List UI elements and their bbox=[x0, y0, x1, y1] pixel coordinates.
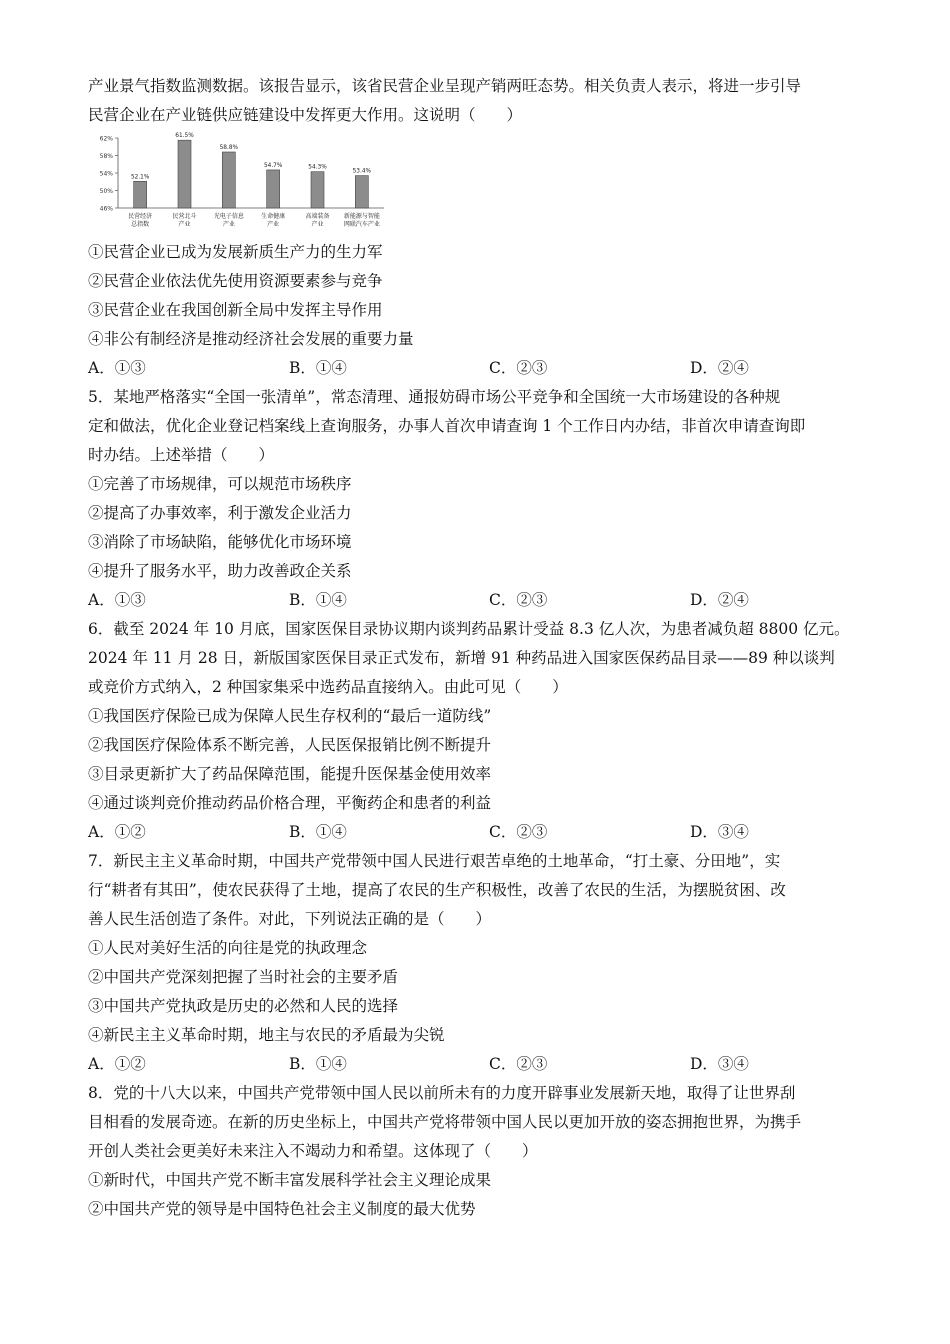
q8-item-1: ①新时代，中国共产党不断丰富发展科学社会主义理论成果 bbox=[88, 1171, 492, 1189]
category-label: 民营北斗 bbox=[172, 213, 197, 220]
q6-stem-line-1: 6．截至 2024 年 10 月底，国家医保目录协议期内谈判药品累计受益 8.3 亿人次，为患者减负超 8800 亿元。 bbox=[88, 620, 850, 638]
category-label: 光电子信息 bbox=[213, 213, 244, 220]
q5-item-4: ④提升了服务水平，助力改善政企关系 bbox=[88, 562, 352, 580]
q8-stem-line-3: 开创人类社会更美好未来注入不竭动力和希望。这体现了（ ） bbox=[88, 1142, 538, 1160]
q4-option-b[interactable]: B．①④ bbox=[289, 359, 347, 377]
y-tick-label: 54% bbox=[99, 170, 113, 178]
bar bbox=[178, 140, 191, 208]
category-label: 产业 bbox=[311, 221, 324, 228]
q4-item-3: ③民营企业在我国创新全局中发挥主导作用 bbox=[88, 301, 383, 319]
q5-option-a[interactable]: A．①③ bbox=[88, 591, 146, 609]
category-label: 民营经济 bbox=[128, 213, 153, 220]
bar bbox=[134, 181, 147, 208]
q6-option-a[interactable]: A．①② bbox=[88, 823, 146, 841]
bar-value-label: 58.8% bbox=[219, 145, 239, 151]
bar bbox=[355, 176, 368, 208]
q7-option-c[interactable]: C．②③ bbox=[489, 1055, 548, 1073]
q4-item-4: ④非公有制经济是推动经济社会发展的重要力量 bbox=[88, 330, 414, 348]
q4-option-d[interactable]: D．②④ bbox=[690, 359, 749, 377]
bar-chart bbox=[88, 132, 388, 236]
category-label: 总指数 bbox=[131, 221, 150, 228]
bar-value-label: 61.5% bbox=[175, 133, 194, 140]
q6-option-d[interactable]: D．③④ bbox=[690, 823, 749, 841]
q5-stem-line-2: 定和做法，优化企业登记档案线上查询服务，办事人首次申请查询 1 个工作日内办结，非首次申请查询即 bbox=[88, 417, 806, 435]
q5-item-3: ③消除了市场缺陷，能够优化市场环境 bbox=[88, 533, 352, 551]
q5-options bbox=[88, 586, 868, 615]
q5-option-c[interactable]: C．②③ bbox=[489, 591, 548, 609]
q5-item-1: ①完善了市场规律，可以规范市场秩序 bbox=[88, 475, 352, 493]
q4-item-1: ①民营企业已成为发展新质生产力的生力军 bbox=[88, 243, 383, 261]
q4-stem-line-2: 民营企业在产业链供应链建设中发挥更大作用。这说明（ ） bbox=[88, 106, 523, 124]
q6-stem-line-3: 或竞价方式纳入，2 种国家集采中选药品直接纳入。由此可见（ ） bbox=[88, 678, 568, 696]
q7-stem-line-3: 善人民生活创造了条件。对此，下列说法正确的是（ ） bbox=[88, 910, 492, 928]
category-label: 产业 bbox=[178, 221, 191, 228]
q4-stem-line-1: 产业景气指数监测数据。该报告显示，该省民营企业呈现产销两旺态势。相关负责人表示，将进一步引导 bbox=[88, 77, 802, 95]
category-label: 网联汽车产业 bbox=[343, 221, 380, 228]
bar bbox=[267, 170, 280, 208]
category-label: 生命健康 bbox=[261, 213, 286, 220]
q7-item-2: ②中国共产党深刻把握了当时社会的主要矛盾 bbox=[88, 968, 399, 986]
category-label: 产业 bbox=[267, 221, 280, 228]
q6-stem-line-2: 2024 年 11 月 28 日，新版国家医保目录正式发布，新增 91 种药品进入国家医保药品目录——89 种以谈判 bbox=[88, 649, 835, 667]
q5-item-2: ②提高了办事效率，利于激发企业活力 bbox=[88, 504, 352, 522]
q6-option-b[interactable]: B．①④ bbox=[289, 823, 347, 841]
bar-value-label: 54.7% bbox=[263, 162, 283, 169]
q5-option-d[interactable]: D．②④ bbox=[690, 591, 749, 609]
exam-page bbox=[88, 72, 868, 1224]
q7-option-d[interactable]: D．③④ bbox=[690, 1055, 749, 1073]
q4-option-c[interactable]: C．②③ bbox=[489, 359, 548, 377]
q8-item-2: ②中国共产党的领导是中国特色社会主义制度的最大优势 bbox=[88, 1200, 476, 1218]
q4-options bbox=[88, 354, 868, 383]
bar-value-label: 52.1% bbox=[130, 174, 150, 181]
q8-stem-line-2: 目相看的发展奇迹。在新的历史坐标上，中国共产党将带领中国人民以更加开放的姿态拥抱世界，为携手 bbox=[88, 1113, 802, 1131]
q5-stem-line-3: 时办结。上述举措（ ） bbox=[88, 446, 275, 464]
bar bbox=[222, 152, 235, 208]
q6-options bbox=[88, 818, 868, 847]
q6-item-2: ②我国医疗保险体系不断完善，人民医保报销比例不断提升 bbox=[88, 736, 492, 754]
q8-stem-line-1: 8．党的十八大以来，中国共产党带领中国人民以前所未有的力度开辟事业发展新天地，取得了让世界刮 bbox=[88, 1084, 796, 1102]
q7-item-1: ①人民对美好生活的向往是党的执政理念 bbox=[88, 939, 368, 957]
q7-stem-line-1: 7．新民主主义革命时期，中国共产党带领中国人民进行艰苦卓绝的土地革命，“打土豪、分田地”，实 bbox=[88, 852, 781, 870]
q7-option-b[interactable]: B．①④ bbox=[289, 1055, 347, 1073]
q6-item-4: ④通过谈判竞价推动药品价格合理，平衡药企和患者的利益 bbox=[88, 794, 492, 812]
q7-stem-line-2: 行“耕者有其田”，使农民获得了土地，提高了农民的生产积极性，改善了农民的生活，为摆脱贫困、改 bbox=[88, 881, 786, 899]
q6-item-1: ①我国医疗保险已成为保障人民生存权利的“最后一道防线” bbox=[88, 707, 492, 725]
category-label: 新能源与智能 bbox=[343, 213, 380, 220]
y-tick-label: 50% bbox=[99, 188, 113, 195]
q7-option-a[interactable]: A．①② bbox=[88, 1055, 146, 1073]
q7-item-4: ④新民主主义革命时期，地主与农民的矛盾最为尖锐 bbox=[88, 1026, 445, 1044]
bar-value-label: 54.3% bbox=[308, 164, 327, 171]
q5-option-b[interactable]: B．①④ bbox=[289, 591, 347, 609]
q4-option-a[interactable]: A．①③ bbox=[88, 359, 146, 377]
q6-item-3: ③目录更新扩大了药品保障范围，能提升医保基金使用效率 bbox=[88, 765, 492, 783]
q4-item-2: ②民营企业依法优先使用资源要素参与竞争 bbox=[88, 272, 383, 290]
y-tick-label: 62% bbox=[99, 135, 113, 143]
y-tick-label: 46% bbox=[99, 205, 113, 213]
bar-value-label: 53.4% bbox=[352, 168, 372, 175]
q6-option-c[interactable]: C．②③ bbox=[489, 823, 548, 841]
q7-item-3: ③中国共产党执政是历史的必然和人民的选择 bbox=[88, 997, 399, 1015]
y-tick-label: 58% bbox=[99, 153, 113, 160]
category-label: 产业 bbox=[222, 221, 235, 228]
q5-stem-line-1: 5．某地严格落实“全国一张清单”，常态清理、通报妨碍市场公平竞争和全国统一大市场建设的各种规 bbox=[88, 388, 781, 406]
bar bbox=[311, 172, 324, 208]
category-label: 高端装备 bbox=[305, 213, 330, 220]
q7-options bbox=[88, 1050, 868, 1079]
